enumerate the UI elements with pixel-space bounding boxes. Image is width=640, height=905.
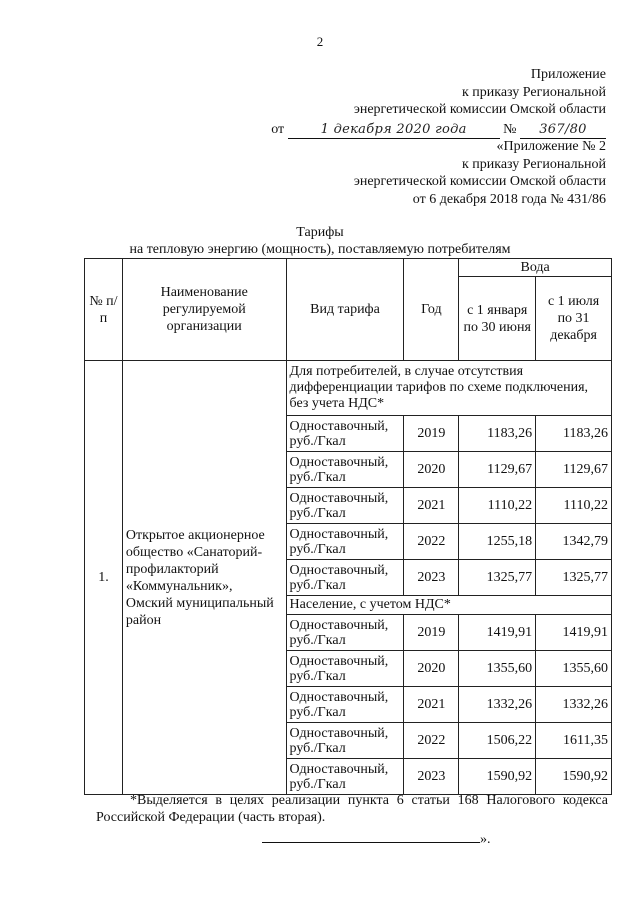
title-line: Тарифы — [296, 225, 344, 240]
row-number: 1. — [85, 361, 123, 795]
year-cell: 2022 — [404, 723, 459, 759]
header-period-2: с 1 июля по 31 декабря — [536, 277, 612, 361]
value-cell: 1506,22 — [459, 723, 536, 759]
tariff-type: Одноставочный, руб./Гкал — [286, 560, 404, 596]
value-cell: 1183,26 — [536, 416, 612, 452]
value-cell: 1110,22 — [459, 488, 536, 524]
tariff-type: Одноставочный, руб./Гкал — [286, 651, 404, 687]
year-cell: 2023 — [404, 759, 459, 795]
original-appendix-line: «Приложение № 2 — [496, 139, 606, 154]
value-cell: 1332,26 — [536, 687, 612, 723]
tariff-type: Одноставочный, руб./Гкал — [286, 524, 404, 560]
tariff-type: Одноставочный, руб./Гкал — [286, 452, 404, 488]
value-cell: 1255,18 — [459, 524, 536, 560]
value-cell: 1590,92 — [536, 759, 612, 795]
header-org: Наименование регулируемой организации — [122, 259, 286, 361]
value-cell: 1342,79 — [536, 524, 612, 560]
tariff-type: Одноставочный, руб./Гкал — [286, 759, 404, 795]
tariff-type: Одноставочный, руб./Гкал — [286, 488, 404, 524]
closing-quote: ». — [480, 832, 491, 847]
header-period-1: с 1 января по 30 июня — [459, 277, 536, 361]
year-cell: 2019 — [404, 615, 459, 651]
tariff-table — [84, 258, 612, 795]
section-header: Население, с учетом НДС* — [286, 596, 611, 615]
handwritten-date: 1 декабря 2020 года — [288, 121, 500, 140]
original-appendix-line: энергетической комиссии Омской области — [353, 174, 606, 189]
year-cell: 2020 — [404, 651, 459, 687]
value-cell: 1129,67 — [459, 452, 536, 488]
table-row — [85, 361, 612, 416]
value-cell: 1419,91 — [459, 615, 536, 651]
original-appendix-line: от 6 декабря 2018 года № 431/86 — [412, 191, 606, 207]
footnote: *Выделяется в целях реализации пункта 6 статьи 168 Налогового кодекса Российской Федерации (часть вторая). — [96, 793, 608, 825]
value-cell: 1129,67 — [536, 452, 612, 488]
original-appendix-header — [354, 138, 606, 208]
value-cell: 1419,91 — [536, 615, 612, 651]
value-cell: 1183,26 — [459, 416, 536, 452]
order-date-number-line — [271, 121, 606, 140]
tariff-type: Одноставочный, руб./Гкал — [286, 416, 404, 452]
handwritten-number: 367/80 — [520, 121, 606, 140]
appendix-line: к приказу Региональной — [461, 84, 606, 100]
title-subline: на тепловую энергию (мощность), поставляемую потребителям — [129, 242, 511, 257]
value-cell: 1590,92 — [459, 759, 536, 795]
appendix-line: энергетической комиссии Омской области — [353, 102, 606, 117]
value-cell: 1355,60 — [536, 651, 612, 687]
value-cell: 1355,60 — [459, 651, 536, 687]
header-num: № п/п — [85, 259, 123, 361]
tariff-type: Одноставочный, руб./Гкал — [286, 615, 404, 651]
value-cell: 1332,26 — [459, 687, 536, 723]
from-label: от — [271, 121, 285, 137]
value-cell: 1325,77 — [536, 560, 612, 596]
closing-underline — [262, 828, 480, 843]
year-cell: 2019 — [404, 416, 459, 452]
header-water: Вода — [459, 259, 612, 277]
header-year: Год — [404, 259, 459, 361]
year-cell: 2021 — [404, 687, 459, 723]
document-title — [0, 224, 640, 258]
year-cell: 2020 — [404, 452, 459, 488]
year-cell: 2021 — [404, 488, 459, 524]
number-label: № — [503, 121, 517, 137]
tariff-type: Одноставочный, руб./Гкал — [286, 687, 404, 723]
header-type: Вид тарифа — [286, 259, 404, 361]
year-cell: 2022 — [404, 524, 459, 560]
year-cell: 2023 — [404, 560, 459, 596]
page-number: 2 — [316, 34, 324, 49]
section-header: Для потребителей, в случае отсутствия дифференциации тарифов по схеме подключения, без учета НДС* — [286, 361, 611, 416]
tariff-type: Одноставочный, руб./Гкал — [286, 723, 404, 759]
value-cell: 1611,35 — [536, 723, 612, 759]
organization-name: Открытое акционерное общество «Санаторий-профилакторий «Коммунальник», Омский муниципальный район — [122, 361, 286, 795]
appendix-line: Приложение — [530, 67, 606, 82]
value-cell: 1325,77 — [459, 560, 536, 596]
table-header-row — [85, 259, 612, 277]
closing-line — [262, 828, 491, 848]
value-cell: 1110,22 — [536, 488, 612, 524]
appendix-header — [271, 66, 606, 139]
original-appendix-line: к приказу Региональной — [461, 156, 606, 172]
